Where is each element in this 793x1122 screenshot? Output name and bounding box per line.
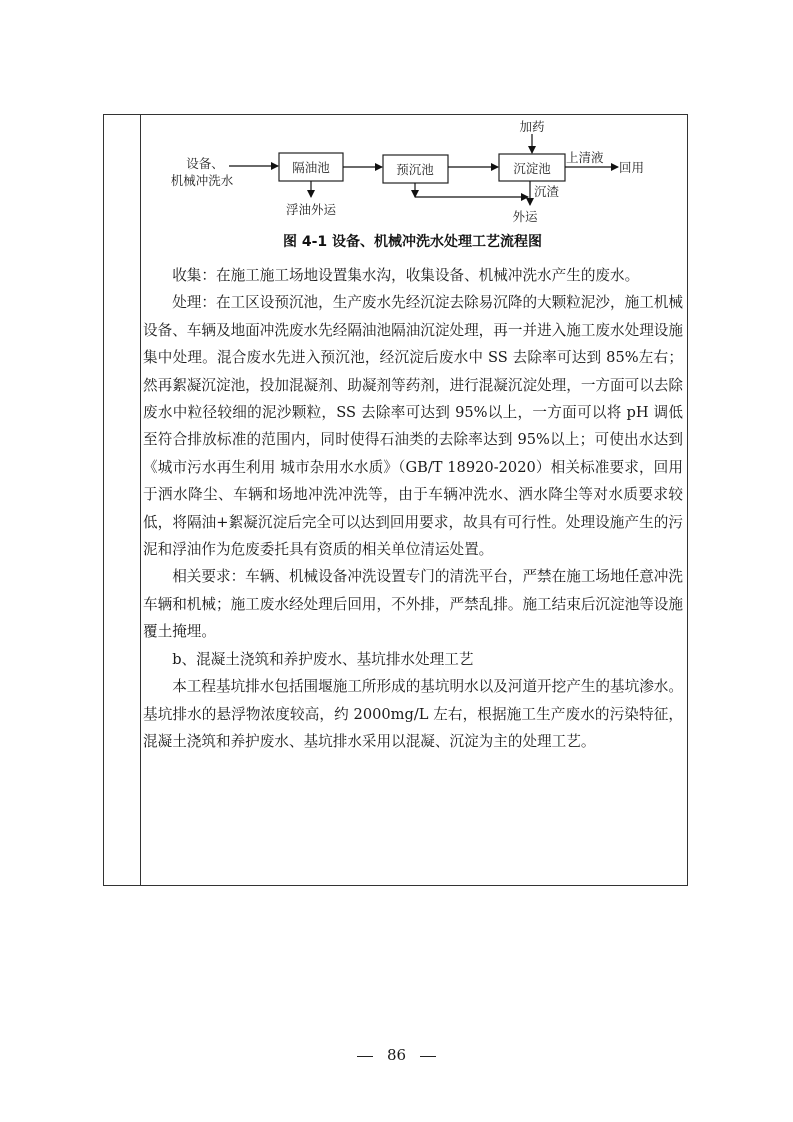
page-footer bbox=[0, 1046, 793, 1064]
node-reuse: 回用 bbox=[619, 160, 645, 175]
node-input-line1: 设备、 bbox=[186, 156, 224, 171]
node-settling: 沉淀池 bbox=[513, 161, 551, 176]
footer-dash-right bbox=[420, 1056, 436, 1057]
figure-caption: 图 4-1 设备、机械冲洗水处理工艺流程图 bbox=[282, 234, 543, 250]
node-dosing: 加药 bbox=[519, 119, 545, 134]
page-number: 86 bbox=[386, 1046, 407, 1064]
section-heading-b: b、混凝土浇筑和养护废水、基坑排水处理工艺 bbox=[172, 650, 474, 668]
paragraph-treatment: 处理：在工区设预沉池，生产废水先经沉淀去除易沉降的大颗粒泥沙，施工机械设备、车辆及地面冲洗废水先经隔油池隔油沉淀处理，再一并进入施工废水处理设施集中处理。混合废水先进入预沉池，经沉淀后废水中 SS 去除率可达到 85%左右；然再絮凝沉淀池，投加混凝剂、助凝剂等药剂，进行混凝沉淀处理，一方面可以去除废水中粒径较细的泥沙颗粒，SS 去除率可达到 95%以上，一方面可以将 pH 调低至符合排放标准的范围内，同时使得石油类的去除率达到 95%以上；可使出水达到《城市污水再生利用 城市杂用水水质》（GB/T 18920-2020）相关标准要求，回用于洒水降尘、车辆和场地冲洗冲洗等，由于车辆冲洗水、洒水降尘等对水质要求较低，将隔油+絮凝沉淀后完全可以达到回用要求，故具有可行性。处理设施产生的污泥和浮油作为危废委托具有资质的相关单位清运处置。 bbox=[143, 294, 683, 559]
footer-dash-left bbox=[357, 1056, 373, 1057]
node-oil-separator: 隔油池 bbox=[292, 160, 330, 175]
node-haul-out: 外运 bbox=[512, 209, 538, 224]
node-floating-oil: 浮油外运 bbox=[285, 202, 337, 217]
paragraph-foundation-pit: 本工程基坑排水包括围堰施工所形成的基坑明水以及河道开挖产生的基坑渗水。基坑排水的悬浮物浓度较高，约 2000mg/L 左右，根据施工生产废水的污染特征，混凝土浇筑和养护废水、基坑排水采用以混凝、沉淀为主的处理工艺。 bbox=[143, 678, 683, 750]
paragraph-collection: 收集：在施工施工场地设置集水沟，收集设备、机械冲洗水产生的废水。 bbox=[172, 267, 640, 284]
node-sediment: 沉渣 bbox=[534, 184, 560, 199]
node-input-line2: 机械冲洗水 bbox=[170, 173, 234, 188]
node-pre-settling: 预沉池 bbox=[396, 162, 434, 177]
node-supernatant: 上清液 bbox=[566, 150, 604, 165]
process-flow-diagram bbox=[0, 0, 793, 240]
paragraph-requirements: 相关要求：车辆、机械设备冲洗设置专门的清洗平台，严禁在施工场地任意冲洗车辆和机械；施工废水经处理后回用，不外排，严禁乱排。施工结束后沉淀池等设施覆土掩埋。 bbox=[143, 568, 683, 641]
body-text bbox=[143, 262, 683, 755]
